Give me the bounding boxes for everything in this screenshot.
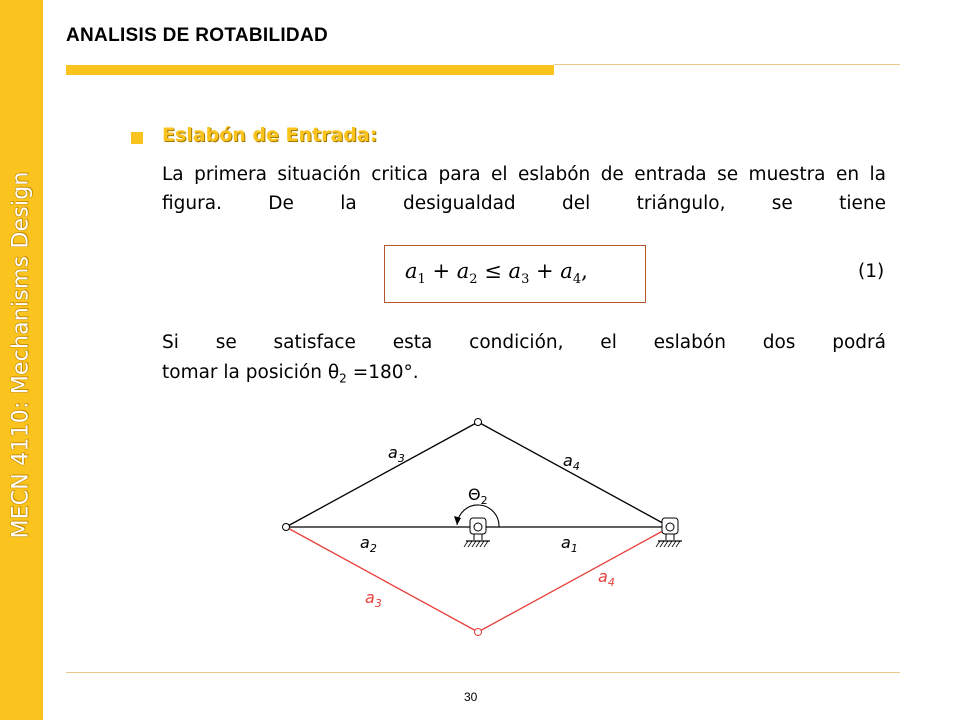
- joint-bottom: [475, 629, 482, 636]
- joint-left: [283, 524, 290, 531]
- theta-arrow-icon: [454, 516, 461, 525]
- paragraph-2-line-2: tomar la posición $\theta_2 =180^\circ$.: [162, 362, 419, 386]
- equation-number: (1): [858, 261, 885, 282]
- paragraph-2-line-1: Si se satisface esta condición, el eslabón dos podrá: [162, 332, 886, 353]
- label-a4-bottom: $a_4$: [598, 567, 615, 589]
- four-bar-linkage-diagram: [270, 410, 710, 650]
- equation-box: [384, 245, 646, 303]
- course-label: MECN 4110: Mechanisms Design: [8, 171, 34, 539]
- inequality-equation: $a_1 + a_2 \le a_3 + a_4$,: [405, 259, 588, 288]
- link-a3-bottom: [286, 527, 478, 632]
- link-a4-top: [478, 422, 670, 527]
- joint-top: [475, 419, 482, 426]
- label-a1: $a_1$: [561, 533, 578, 555]
- title-accent-bar: [66, 65, 554, 75]
- page-number: 30: [464, 690, 478, 704]
- footer-rule: [66, 672, 900, 673]
- paragraph-1: La primera situación critica para el eslabón de entrada se muestra en la figura. De la desigualdad del triángulo, se tiene: [162, 164, 886, 214]
- slide-title: ANALISIS DE ROTABILIDAD: [66, 25, 328, 46]
- title-rule: [554, 64, 900, 65]
- section-heading: Eslabón de Entrada:: [162, 124, 378, 146]
- crank-ground-pivot: [464, 518, 490, 547]
- sidebar-band: [0, 0, 43, 720]
- bullet-square-icon: [131, 132, 143, 144]
- label-a3-top: $a_3$: [388, 443, 405, 465]
- label-theta2: $\Theta_2$: [468, 485, 488, 507]
- label-a2: $a_2$: [360, 533, 377, 555]
- link-a3-top: [286, 422, 478, 527]
- label-a3-bottom: $a_3$: [365, 588, 382, 610]
- label-a4-top: $a_4$: [563, 451, 580, 473]
